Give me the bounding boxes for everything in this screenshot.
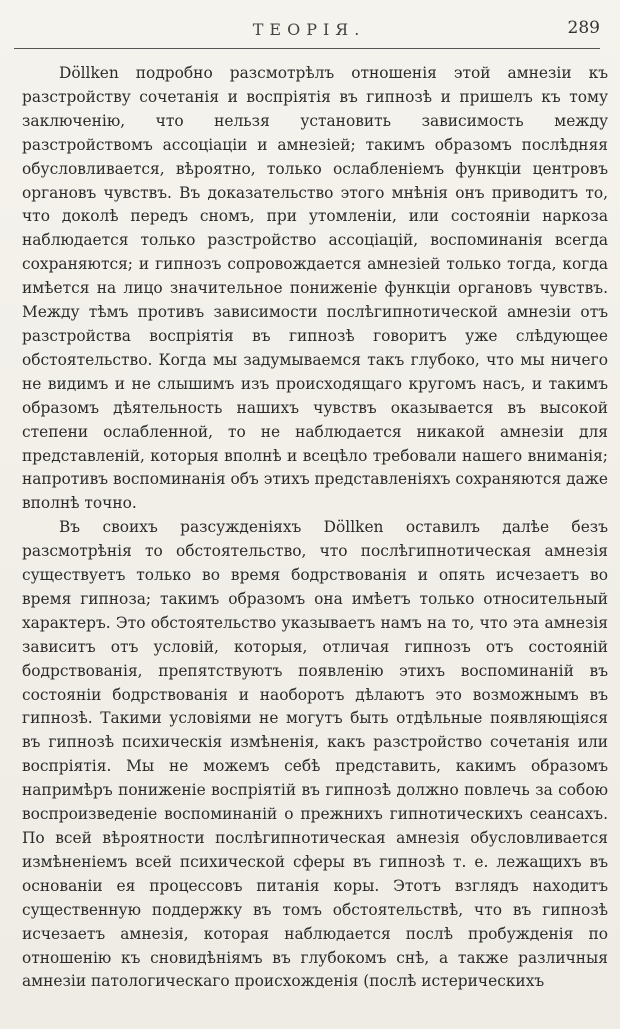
- paragraph-1: Döllken подробно разсмотрѣлъ отношенія этой амнезіи къ разстройству сочетанія и воспріятія въ гипнозѣ и пришелъ къ тому заключенію, что нельзя установить зависимость между разстройствомъ ассоціаціи и амнезіей; такимъ образомъ послѣдняя обусловливается, вѣроятно, только ослабленіемъ функціи центровъ органовъ чувствъ. Въ доказательство этого мнѣнія онъ приводитъ то, что доколѣ передъ сномъ, при утомленіи, или состояніи наркоза наблюдается только разстройство ассоціацій, воспоминанія всегда сохраняются; и гипнозъ сопровождается амнезіей только тогда, когда имѣется на лицо значительное пониженіе функціи органовъ чувствъ. Между тѣмъ противъ зависимости послѣгипнотической амнезіи отъ разстройства воспріятія въ гипнозѣ говоритъ уже слѣдующее обстоятельство. Когда мы задумываемся такъ глубоко, что мы ничего не видимъ и не слышимъ изъ происходящаго кругомъ насъ, и такимъ образомъ дѣятельность нашихъ чувствъ оказывается въ высокой степени ослабленной, то не наблюдается никакой амнезіи для представленій, которыя вполнѣ и всецѣло требовали нашего вниманія; напротивъ воспоминанія объ этихъ представленіяхъ сохраняются даже вполнѣ точно.: [22, 64, 608, 513]
- page-number: 289: [567, 18, 600, 38]
- running-title: ТЕОРІЯ.: [252, 20, 366, 39]
- body-text: [22, 62, 608, 994]
- page-header: [12, 14, 606, 42]
- header-rule: [14, 48, 600, 49]
- paragraph-2: Въ своихъ разсужденіяхъ Döllken оставилъ далѣе безъ разсмотрѣнія то обстоятельство, что послѣгипнотическая амнезія существуетъ только во время бодрствованія и опять исчезаетъ во время гипноза; такимъ образомъ она имѣетъ только относительный характеръ. Это обстоятельство указываетъ намъ на то, что эта амнезія зависитъ отъ условій, которыя, отличая гипнозъ отъ состояній бодрствованія, препятствуютъ появленію этихъ воспоминаній въ состояніи бодрствованія и наоборотъ дѣлаютъ это возможнымъ въ гипнозѣ. Такими условіями не могутъ быть отдѣльные появляющіяся въ гипнозѣ психическія измѣненія, какъ разстройство сочетанія или воспріятія. Мы не можемъ себѣ представить, какимъ образомъ напримѣръ пониженіе воспріятій въ гипнозѣ должно повлечь за собою воспроизведеніе воспоминаній о прежнихъ гипнотическихъ сеансахъ. По всей вѣроятности послѣгипнотическая амнезія обусловливается измѣненіемъ всей психической сферы въ гипнозѣ т. е. лежащихъ въ основаніи ея процессовъ питанія коры. Этотъ взглядъ находитъ существенную поддержку въ томъ обстоятельствѣ, что въ гипнозѣ исчезаетъ амнезія, которая наблюдается послѣ пробужденія по отношенію къ сновидѣніямъ въ глубокомъ снѣ, а также различныя амнезіи патологическаго происхожденія (послѣ истерическихъ: [22, 518, 608, 991]
